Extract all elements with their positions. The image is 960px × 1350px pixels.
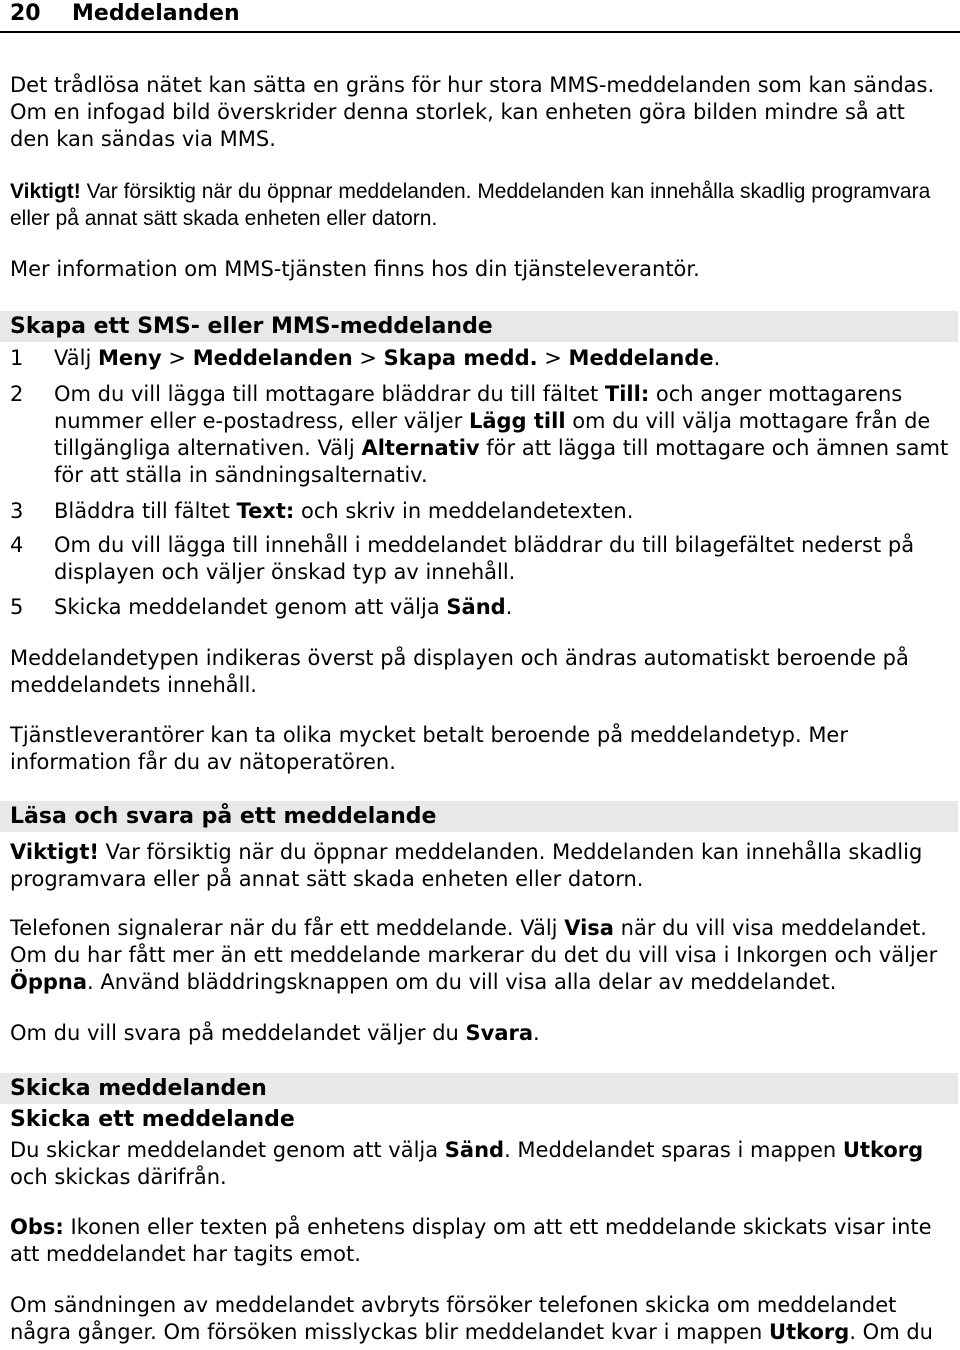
- abort-paragraph: Om sändningen av meddelandet avbryts försöker telefonen skicka om meddelandet några gånger. Om försöken misslyckas blir meddelandet kvar i mappen Utkorg. Om du: [10, 1293, 933, 1344]
- warning-text: Var försiktig när du öppnar meddelanden. Meddelanden kan innehålla skadlig programvara eller på annat sätt skada enheten eller datorn.: [10, 180, 931, 230]
- warning-paragraph-2: [10, 839, 950, 893]
- step-text: Om du vill lägga till mottagare bläddrar du till fältet Till: och anger mottagarens nummer eller e-postadress, eller väljer Lägg till om du vill välja mottagare från de tillgängliga alternativen. Välj Alternativ för att lägga till mottagare och ämnen samt för att ställa in sändningsalternativ.: [54, 382, 949, 487]
- page-number: 20: [10, 1, 41, 26]
- note-paragraph: [10, 1214, 950, 1268]
- step-text: Bläddra till fältet Text: och skriv in meddelandetexten.: [54, 499, 634, 523]
- mms-info-paragraph: Mer information om MMS-tjänsten finns hos din tjänsteleverantör.: [10, 257, 700, 281]
- step-number: 3: [10, 499, 24, 523]
- step-number: 2: [10, 382, 24, 406]
- mms-size-paragraph: Det trådlösa nätet kan sätta en gräns för hur stora MMS-meddelanden som kan sändas. Om en infogad bild överskrider denna storlek, kan enheten göra bilden mindre så att den kan sändas via MMS.: [10, 73, 935, 151]
- section-heading-read-text: Läsa och svara på ett meddelande: [10, 804, 437, 829]
- step-number: 1: [10, 346, 24, 370]
- note-label: Obs:: [10, 1215, 64, 1239]
- warning-label: Viktigt!: [10, 180, 81, 203]
- cost-paragraph: Tjänstleverantörer kan ta olika mycket betalt beroende på meddelandetyp. Mer information får du av nätoperatören.: [10, 723, 848, 774]
- section-heading-create: [0, 311, 958, 342]
- step-text: Om du vill lägga till innehåll i meddelandet bläddrar du till bilagefältet nederst på displayen och väljer önskad typ av innehåll.: [54, 533, 915, 584]
- warning-label: Viktigt!: [10, 840, 99, 864]
- message-type-paragraph: Meddelandetypen indikeras överst på displayen och ändras automatiskt beroende på meddelandets innehåll.: [10, 646, 909, 697]
- page-header: [0, 0, 960, 33]
- step-text: Välj Meny > Meddelanden > Skapa medd. > Meddelande.: [54, 346, 721, 370]
- step-text: Skicka meddelandet genom att välja Sänd.: [54, 595, 513, 619]
- chapter-title: Meddelanden: [72, 1, 240, 26]
- note-text: Ikonen eller texten på enhetens display om att ett meddelande skickats visar inte att meddelandet har tagits emot.: [10, 1215, 932, 1266]
- step-number: 4: [10, 533, 24, 557]
- section-heading-read: [0, 801, 958, 832]
- subheading-send-one: Skicka ett meddelande: [10, 1107, 295, 1132]
- section-heading-create-text: Skapa ett SMS- eller MMS-meddelande: [10, 314, 493, 339]
- send-paragraph: Du skickar meddelandet genom att välja Sänd. Meddelandet sparas i mappen Utkorg och skickas därifrån.: [10, 1138, 924, 1189]
- reply-paragraph: Om du vill svara på meddelandet väljer du Svara.: [10, 1021, 540, 1045]
- warning-paragraph-1: [10, 178, 950, 232]
- step-number: 5: [10, 595, 24, 619]
- section-heading-send-text: Skicka meddelanden: [10, 1076, 267, 1101]
- warning-text: Var försiktig när du öppnar meddelanden. Meddelanden kan innehålla skadlig programvara eller på annat sätt skada enheten eller datorn.: [10, 840, 923, 891]
- signal-paragraph: Telefonen signalerar när du får ett meddelande. Välj Visa när du vill visa meddelandet. Om du har fått mer än ett meddelande markerar du det du vill visa i Inkorgen och väljer Öppna. Använd bläddringsknappen om du vill visa alla delar av meddelandet.: [10, 916, 938, 994]
- section-heading-send: [0, 1073, 958, 1104]
